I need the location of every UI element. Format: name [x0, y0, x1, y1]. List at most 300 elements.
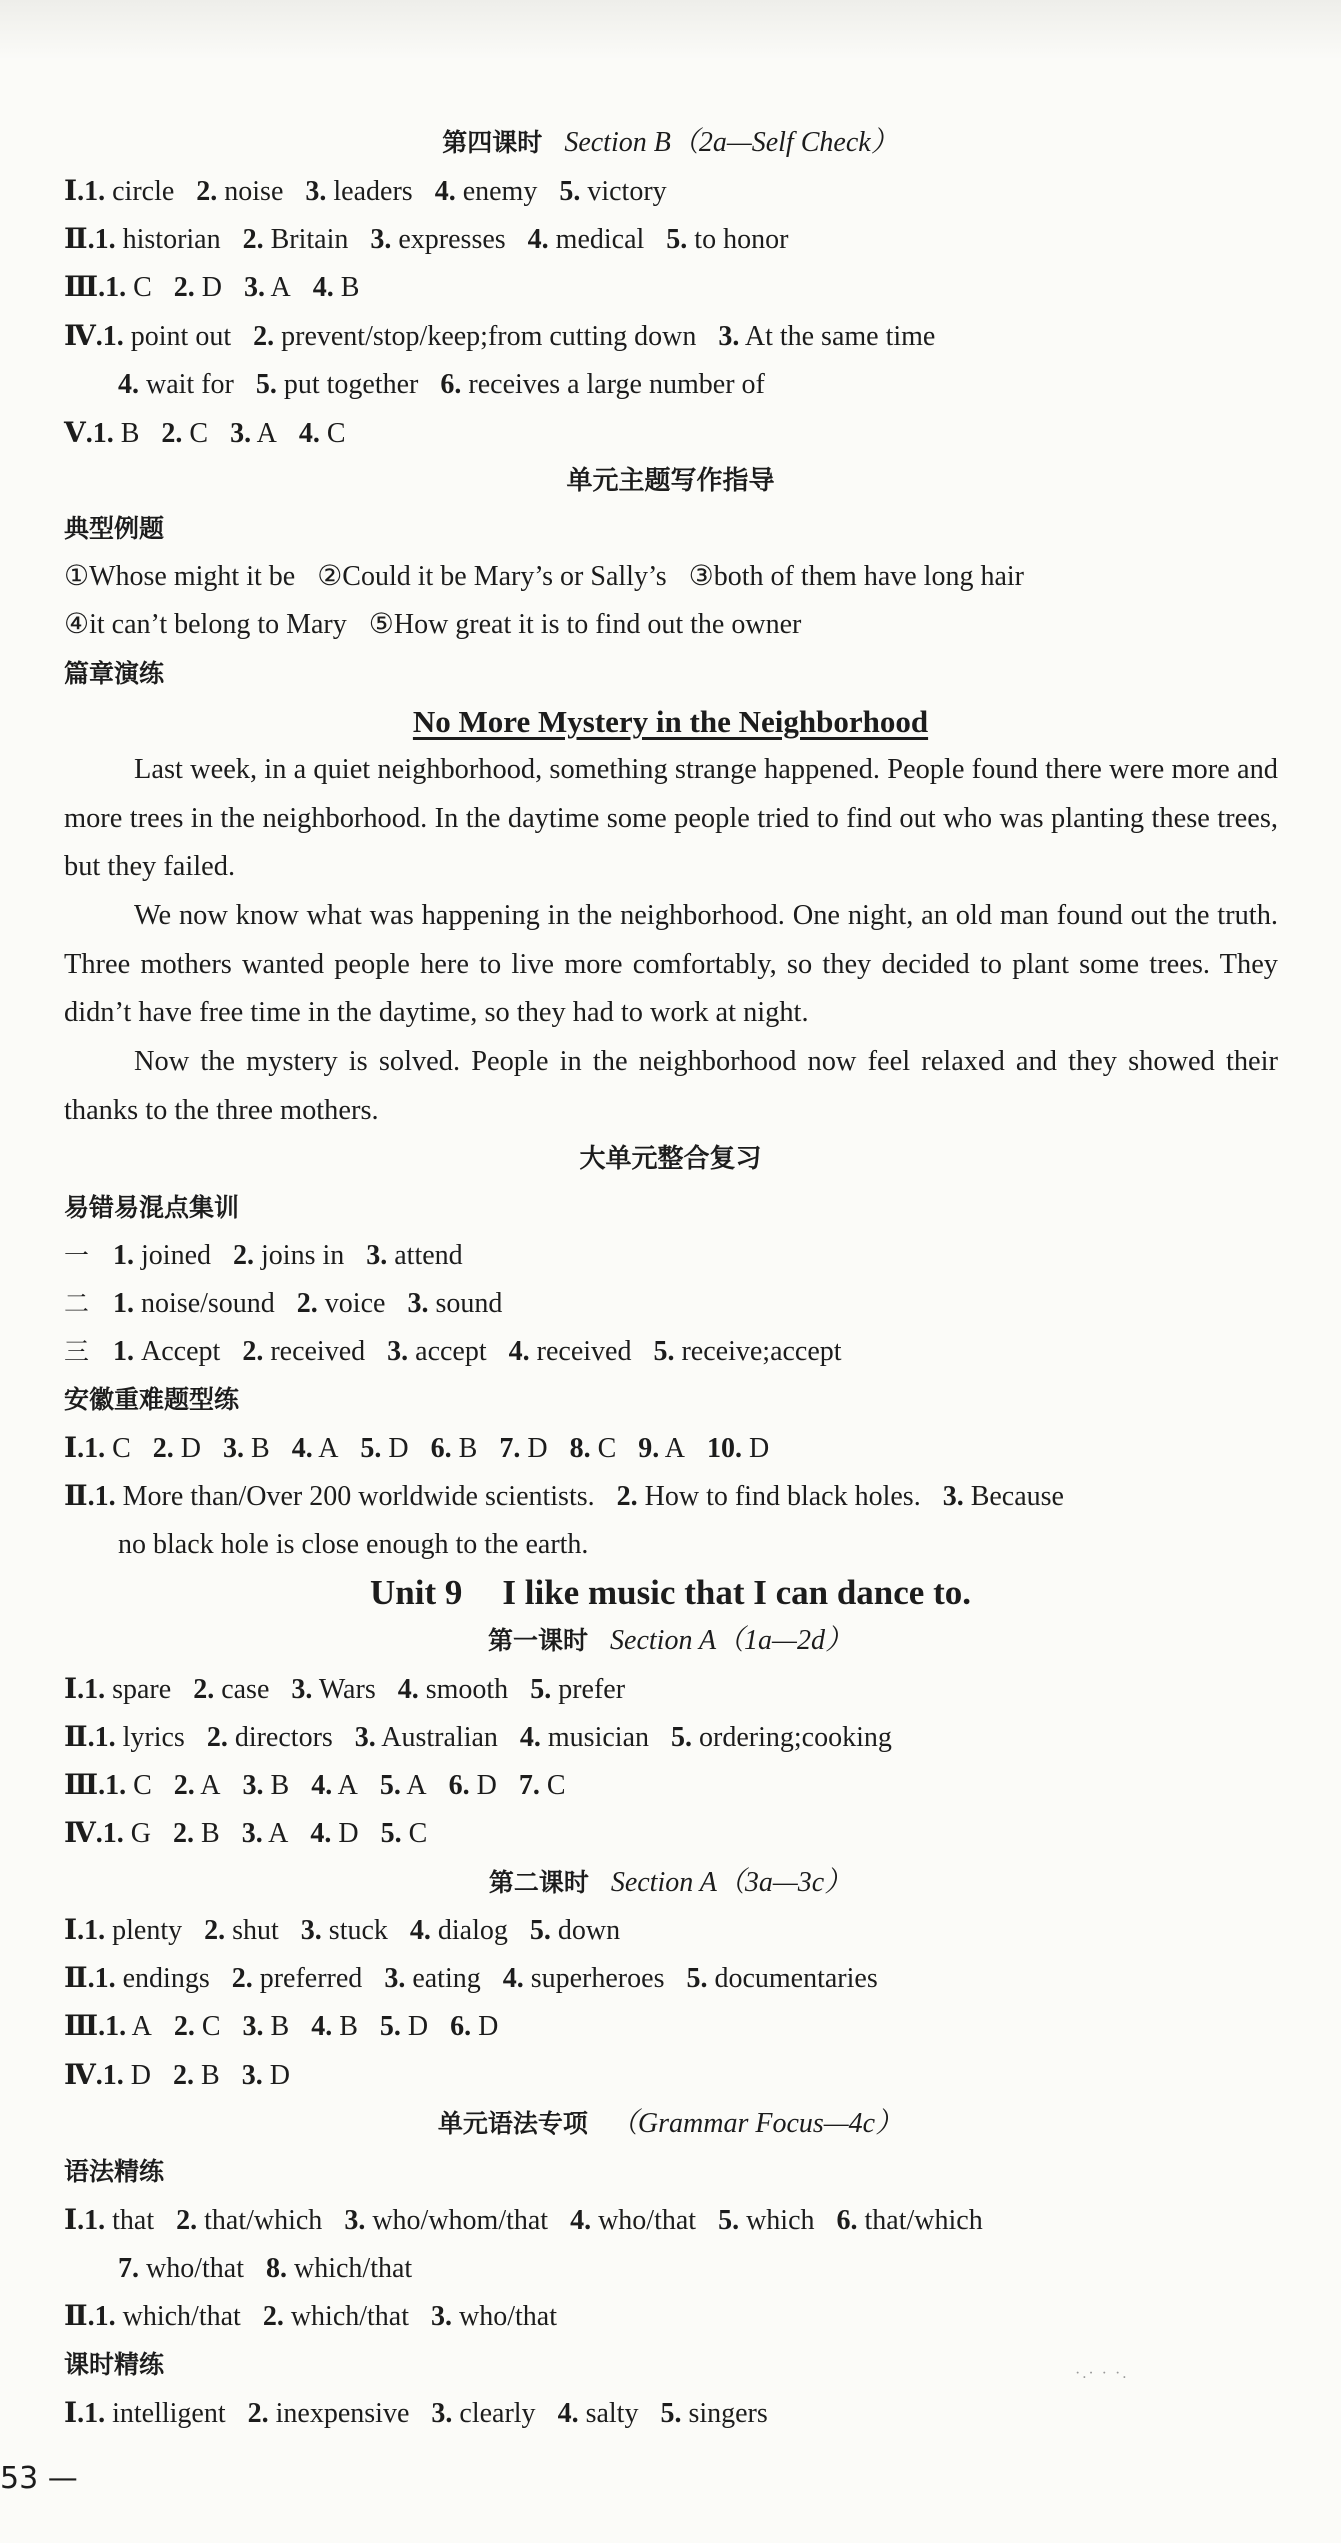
answer-item: [243, 1770, 290, 1801]
chinese-numeral: 一: [64, 1241, 90, 1270]
item-number: 10.: [706, 1433, 742, 1464]
item-answer: directors: [234, 1722, 333, 1753]
lesson-section: Section A（1a—2d）: [610, 1625, 853, 1656]
item-number: 3.: [366, 1240, 388, 1271]
item-number: 2.: [204, 1915, 226, 1946]
answer-row: [0, 361, 1341, 409]
item-number: 4.: [298, 418, 320, 449]
item-answer: to honor: [694, 224, 789, 255]
item-number: 5.: [379, 1770, 401, 1801]
item-number: 5.: [671, 1722, 692, 1753]
item-answer: case: [221, 1674, 270, 1705]
answer-item: [509, 1336, 632, 1367]
item-answer: B: [201, 2060, 220, 2091]
item-answer: preferred: [259, 1963, 363, 1994]
grammar-heading: [0, 2100, 1341, 2148]
item-number: 3.: [305, 176, 327, 207]
roman-numeral: Ⅱ.: [64, 1722, 95, 1753]
item-number: 4.: [118, 369, 139, 400]
unit-heading: [0, 1569, 1341, 1617]
item-answer: circle: [112, 176, 175, 207]
item-number: 7.: [518, 1770, 540, 1801]
item-answer: medical: [555, 224, 645, 255]
item-number: 6.: [836, 2205, 858, 2236]
item-number: 1.: [105, 1770, 127, 1801]
typical-answer: ④it can’t belong to Mary: [64, 609, 347, 640]
item-answer: expresses: [398, 224, 506, 255]
item-answer: D: [338, 1818, 359, 1849]
item-answer: D: [269, 2060, 290, 2091]
item-answer: D: [407, 2011, 429, 2042]
item-answer: B: [339, 2011, 358, 2042]
answer-item: [360, 1433, 408, 1464]
item-answer: C: [326, 418, 346, 449]
roman-numeral: Ⅳ.: [64, 1818, 103, 1849]
roman-numeral: Ⅴ.: [64, 418, 93, 449]
answer-item: [105, 1770, 152, 1801]
answer-row: [0, 2003, 1341, 2051]
answer-item: [174, 1770, 221, 1801]
item-number: 4.: [397, 1674, 419, 1705]
item-answer: intelligent: [112, 2398, 226, 2429]
item-answer: A: [256, 418, 277, 449]
answer-item: [837, 2205, 983, 2236]
item-answer: historian: [122, 224, 221, 255]
answer-item: [449, 1770, 497, 1801]
answer-row: [0, 410, 1341, 458]
item-answer: Wars: [318, 1674, 376, 1705]
item-answer: How to find black holes.: [644, 1481, 921, 1512]
error-practice-label: 易错易混点集训: [64, 1193, 240, 1222]
answer-item: [174, 2011, 221, 2042]
answer-row: [0, 168, 1341, 216]
typical-answer-row-1: [0, 553, 1341, 601]
lesson-section: （Grammar Focus—4c）: [609, 2108, 904, 2139]
item-answer: C: [133, 272, 152, 303]
item-answer: B: [340, 272, 360, 303]
roman-numeral: Ⅰ.: [64, 2398, 85, 2429]
answer-row: [0, 1810, 1341, 1858]
item-number: 5.: [686, 1963, 708, 1994]
item-answer: C: [201, 2011, 221, 2042]
item-number: 2.: [196, 176, 218, 207]
answer-item: [398, 1674, 508, 1705]
roman-numeral: Ⅳ.: [64, 2060, 103, 2091]
item-number: 2.: [242, 1336, 264, 1367]
item-number: 6.: [450, 2011, 472, 2042]
item-answer: D: [527, 1433, 548, 1464]
lesson1-heading: [0, 1617, 1341, 1665]
item-number: 2.: [173, 2011, 195, 2042]
item-answer: B: [458, 1433, 478, 1464]
item-answer: A: [337, 1770, 358, 1801]
answer-item: [291, 1674, 375, 1705]
item-number: 1.: [94, 1963, 116, 1994]
item-number: 2.: [253, 321, 275, 352]
typical-example-label: 典型例题: [64, 514, 165, 543]
roman-numeral: Ⅲ.: [64, 1770, 106, 1801]
item-answer: sound: [435, 1288, 503, 1319]
answer-item: [176, 2205, 322, 2236]
answer-item: [305, 176, 412, 207]
answer-item: [355, 1722, 498, 1753]
answer-item: [196, 176, 283, 207]
answer-item: [242, 2060, 290, 2091]
answer-row: [0, 313, 1341, 361]
lesson-section: Section A（3a—3c）: [610, 1867, 853, 1898]
item-answer: superheroes: [530, 1963, 665, 1994]
answer-item: [84, 176, 174, 207]
item-number: 1.: [84, 1433, 106, 1464]
item-number: 4.: [508, 1336, 530, 1367]
item-number: 3.: [407, 1288, 429, 1319]
item-answer: B: [251, 1433, 270, 1464]
item-number: 4.: [291, 1433, 313, 1464]
item-answer: receives a large number of: [468, 369, 765, 400]
roman-numeral: Ⅰ.: [64, 1674, 85, 1705]
answer-row: [0, 1762, 1341, 1810]
item-number: 4.: [570, 2205, 592, 2236]
item-answer: B: [120, 418, 140, 449]
answer-row: [0, 1232, 1341, 1280]
answer-item: [943, 1481, 1064, 1512]
item-answer: D: [130, 2060, 152, 2091]
answer-item: [499, 1433, 547, 1464]
answer-item: [310, 1818, 358, 1849]
answer-item: [95, 2301, 241, 2332]
answer-item: [384, 1963, 480, 1994]
item-answer: More than/Over 200 worldwide scientists.: [122, 1481, 595, 1512]
item-number: 3.: [387, 1336, 409, 1367]
item-answer: shut: [232, 1915, 279, 1946]
item-number: 5.: [379, 2011, 401, 2042]
answer-row: [0, 2052, 1341, 2100]
answer-item: [410, 1915, 508, 1946]
item-answer: who/whom/that: [372, 2205, 549, 2236]
roman-numeral: Ⅰ.: [64, 2205, 85, 2236]
item-number: 2.: [152, 1433, 174, 1464]
item-answer: documentaries: [714, 1963, 878, 1994]
lesson-label: 第二课时: [488, 1868, 589, 1897]
item-number: 6.: [448, 1770, 470, 1801]
item-answer: A: [268, 1818, 289, 1849]
item-answer: which/that: [122, 2301, 241, 2332]
item-answer: C: [189, 418, 209, 449]
item-number: 3.: [384, 1963, 406, 1994]
item-answer: salty: [585, 2398, 639, 2429]
item-number: 5.: [380, 1818, 402, 1849]
item-answer: which: [746, 2205, 815, 2236]
item-answer: B: [201, 1818, 220, 1849]
answer-item: [570, 1433, 617, 1464]
item-answer: spare: [112, 1674, 172, 1705]
item-number: 3.: [223, 1433, 245, 1464]
lesson-label: 第四课时: [442, 128, 543, 157]
answer-item: [223, 1433, 270, 1464]
answer-item: [103, 321, 231, 352]
answer-item: [718, 2205, 814, 2236]
answer-item: [153, 1433, 201, 1464]
item-answer: prevent/stop/keep;from cutting down: [281, 321, 697, 352]
answer-row: [0, 1280, 1341, 1328]
item-number: 5.: [660, 2398, 682, 2429]
item-number: 1.: [94, 2301, 116, 2332]
item-answer: receive;accept: [681, 1336, 842, 1367]
top-shading: [0, 0, 1341, 60]
answer-item: [113, 1336, 220, 1367]
item-answer: who/that: [598, 2205, 697, 2236]
lesson-label: 第一课时: [488, 1626, 589, 1655]
item-number: 4.: [311, 1770, 333, 1801]
answer-item: [113, 1240, 211, 1271]
item-number: 8.: [569, 1433, 591, 1464]
item-answer: musician: [547, 1722, 649, 1753]
item-answer: joined: [141, 1240, 212, 1271]
answer-item: [653, 1336, 841, 1367]
lesson4-heading: [0, 119, 1341, 167]
item-answer: D: [388, 1433, 409, 1464]
item-answer: which/that: [294, 2253, 413, 2284]
item-answer: inexpensive: [275, 2398, 410, 2429]
item-answer: endings: [122, 1963, 210, 1994]
answer-item: [118, 2253, 244, 2284]
answer-item: [243, 2011, 290, 2042]
item-number: 4.: [527, 224, 549, 255]
roman-numeral: Ⅱ.: [64, 1481, 95, 1512]
writing-guide-title: 单元主题写作指导: [566, 466, 775, 496]
answer-item: [707, 1433, 769, 1464]
lesson2-heading: [0, 1859, 1341, 1907]
item-number: 1.: [113, 1336, 135, 1367]
item-number: 3.: [230, 418, 252, 449]
answer-item: [84, 1433, 131, 1464]
essay-title: No More Mystery in the Neighborhood: [412, 704, 929, 739]
item-answer: which/that: [290, 2301, 410, 2332]
answer-item: [666, 224, 788, 255]
answer-row: [0, 1907, 1341, 1955]
typical-answer: ③both of them have long hair: [688, 561, 1024, 592]
answer-row: [0, 216, 1341, 264]
answer-item: [103, 1818, 151, 1849]
answer-item: [105, 272, 152, 303]
answer-item: [431, 1433, 478, 1464]
item-number: 4.: [312, 272, 334, 303]
item-answer: Because: [970, 1481, 1064, 1512]
item-number: 7.: [118, 2253, 139, 2284]
answer-item: [301, 1915, 388, 1946]
item-number: 1.: [84, 1915, 106, 1946]
chinese-numeral: 三: [64, 1337, 90, 1366]
answer-item: [242, 1336, 365, 1367]
answer-row: [0, 2197, 1341, 2245]
answer-item: [103, 2060, 151, 2091]
item-answer: Australian: [381, 1722, 498, 1753]
item-number: 5.: [559, 176, 581, 207]
lesson-label: 单元语法专项: [437, 2109, 588, 2138]
item-answer: that: [112, 2205, 155, 2236]
answer-item: [84, 2398, 226, 2429]
answer-item: [520, 1722, 649, 1753]
item-number: 5.: [666, 224, 688, 255]
answer-item: [248, 2398, 410, 2429]
item-answer: Britain: [270, 224, 349, 255]
item-answer: B: [270, 1770, 290, 1801]
answer-item: [718, 321, 935, 352]
item-number: 4.: [310, 1818, 332, 1849]
answer-item: [95, 224, 221, 255]
item-number: 1.: [102, 321, 124, 352]
roman-numeral: Ⅳ.: [64, 321, 103, 352]
item-number: 1.: [113, 1288, 135, 1319]
answer-row: [0, 1666, 1341, 1714]
answer-item: [344, 2205, 548, 2236]
answer-item: [311, 1770, 358, 1801]
item-number: 2.: [296, 1288, 318, 1319]
answer-item: [558, 2398, 639, 2429]
item-answer: victory: [587, 176, 667, 207]
item-answer: D: [180, 1433, 202, 1464]
item-answer: received: [536, 1336, 632, 1367]
item-number: 1.: [84, 2205, 106, 2236]
item-answer: plenty: [112, 1915, 183, 1946]
item-number: 2.: [233, 1240, 255, 1271]
item-number: 6.: [430, 1433, 452, 1464]
answer-item: [118, 1529, 588, 1560]
answer-item: [105, 2011, 152, 2042]
item-answer: who/that: [459, 2301, 558, 2332]
chinese-numeral: 二: [64, 1289, 90, 1318]
answer-item: [559, 176, 666, 207]
roman-numeral: Ⅲ.: [64, 2011, 106, 2042]
item-answer: C: [112, 1433, 131, 1464]
answer-item: [503, 1963, 665, 1994]
item-number: 5.: [653, 1336, 675, 1367]
item-number: 2.: [231, 1963, 253, 1994]
item-number: 4.: [311, 2011, 333, 2042]
answer-item: [435, 176, 538, 207]
practice-label: 篇章演练: [64, 659, 165, 688]
item-answer: A: [131, 2011, 152, 2042]
answer-item: [380, 2011, 428, 2042]
roman-numeral: Ⅲ.: [64, 272, 106, 303]
item-number: 2.: [193, 1674, 215, 1705]
item-answer: put together: [283, 369, 419, 400]
item-answer: eating: [412, 1963, 481, 1994]
answer-item: [84, 1674, 171, 1705]
answer-item: [381, 1818, 428, 1849]
answer-item: [263, 2301, 409, 2332]
item-number: 2.: [247, 2398, 269, 2429]
typical-answer: ①Whose might it be: [64, 561, 296, 592]
item-number: 2.: [173, 272, 195, 303]
item-answer: noise: [224, 176, 284, 207]
answer-item: [440, 369, 764, 400]
item-answer: stuck: [328, 1915, 388, 1946]
item-number: 1.: [105, 272, 127, 303]
answer-item: [638, 1433, 685, 1464]
item-answer: C: [546, 1770, 566, 1801]
answer-item: [256, 369, 419, 400]
answer-row: [0, 1328, 1341, 1376]
item-answer: D: [476, 1770, 497, 1801]
item-number: 1.: [113, 1240, 135, 1271]
answer-row: [0, 1473, 1341, 1521]
item-number: 2.: [206, 1722, 228, 1753]
answer-row: [0, 1425, 1341, 1473]
answer-item: [528, 224, 645, 255]
answer-item: [244, 272, 291, 303]
roman-numeral: Ⅰ.: [64, 1433, 85, 1464]
item-number: 8.: [266, 2253, 287, 2284]
answer-item: [530, 1674, 625, 1705]
answer-row: [0, 2293, 1341, 2341]
answer-item: [617, 1481, 921, 1512]
item-number: 2.: [173, 1818, 195, 1849]
item-number: 3.: [344, 2205, 366, 2236]
answer-row: [0, 264, 1341, 312]
item-number: 3.: [431, 2398, 453, 2429]
item-number: 3.: [431, 2301, 453, 2332]
item-number: 1.: [94, 224, 116, 255]
item-answer: clearly: [459, 2398, 536, 2429]
item-answer: C: [597, 1433, 617, 1464]
item-number: 3.: [354, 1722, 376, 1753]
item-answer: wait for: [146, 369, 234, 400]
item-answer: accept: [415, 1336, 487, 1367]
item-answer: leaders: [333, 176, 413, 207]
item-number: 3.: [244, 272, 266, 303]
item-number: 3.: [942, 1481, 964, 1512]
answer-item: [95, 1963, 210, 1994]
answer-item: [671, 1722, 892, 1753]
answer-item: [243, 224, 349, 255]
item-number: 2.: [161, 418, 183, 449]
answer-item: [93, 418, 140, 449]
roman-numeral: Ⅰ.: [64, 1915, 85, 1946]
item-answer: C: [408, 1818, 428, 1849]
essay-paragraph-3: Now the mystery is solved. People in the neighborhood now feel relaxed and they showed their thanks to the three mothers.: [64, 1046, 1278, 1126]
answer-item: [113, 1288, 275, 1319]
item-answer: G: [130, 1818, 152, 1849]
item-number: 3.: [241, 2060, 263, 2091]
answer-item: [233, 1240, 344, 1271]
item-number: 3.: [242, 1770, 264, 1801]
answer-item: [431, 2398, 535, 2429]
essay-paragraph-2: We now know what was happening in the neighborhood. One night, an old man found out the truth. Three mothers wanted people here to live more comfortably, so they decided to plant some trees. They didn’t have free time in the daytime, so they had to work at night.: [64, 900, 1278, 1028]
typical-answer-row-2: [0, 601, 1341, 649]
item-answer: Accept: [141, 1336, 221, 1367]
item-number: 9.: [638, 1433, 660, 1464]
answer-row: [0, 2245, 1341, 2293]
item-number: 5.: [360, 1433, 382, 1464]
item-number: 5.: [529, 1915, 551, 1946]
faded-mark: ·.· · ·.: [1075, 2365, 1129, 2382]
typical-answer: ②Could it be Mary’s or Sally’s: [317, 561, 667, 592]
answer-row: [0, 1714, 1341, 1762]
answer-item: [95, 1722, 185, 1753]
item-answer: ordering;cooking: [699, 1722, 892, 1753]
item-number: 2.: [616, 1481, 638, 1512]
answer-item: [380, 1770, 427, 1801]
answer-item: [299, 418, 346, 449]
item-answer: A: [270, 272, 291, 303]
item-answer: A: [406, 1770, 427, 1801]
answer-item: [530, 1915, 620, 1946]
item-number: 1.: [102, 2060, 124, 2091]
item-answer: joins in: [261, 1240, 345, 1271]
item-number: 3.: [718, 321, 740, 352]
roman-numeral: Ⅱ.: [64, 2301, 95, 2332]
